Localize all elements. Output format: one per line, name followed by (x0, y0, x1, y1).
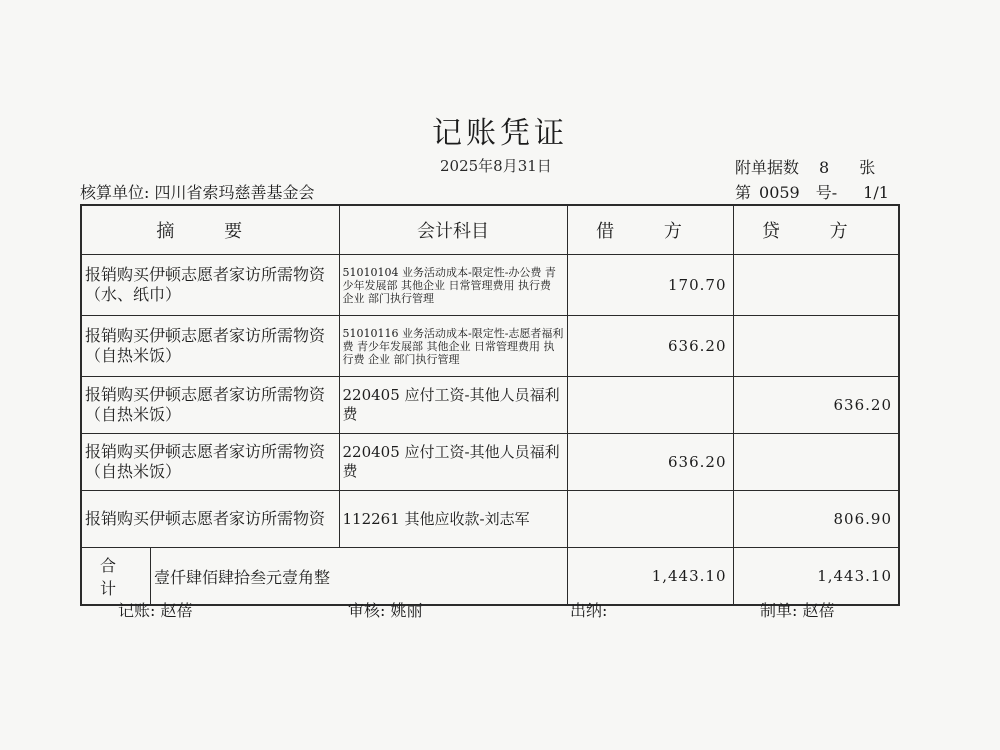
table-row (81, 491, 899, 548)
total-label: 合 计 (82, 548, 151, 604)
col-debit-header: 借 方 (567, 205, 733, 255)
table-row (81, 434, 899, 491)
total-cell (81, 548, 567, 606)
row-account: 112261 其他应收款-刘志军 (339, 491, 567, 548)
unit-label: 核算单位: (80, 183, 150, 202)
col-account-header: 会计科目 (339, 205, 567, 255)
total-amount-words: 壹仟肆佰肆拾叁元壹角整 (154, 567, 331, 587)
row-summary: 报销购买伊顿志愿者家访所需物资（自热米饭） (81, 434, 339, 491)
row-account: 220405 应付工资-其他人员福利费 (339, 434, 567, 491)
table-row (81, 316, 899, 377)
voucher-table (80, 204, 900, 606)
total-credit: 1,443.10 (733, 548, 899, 606)
row-summary: 报销购买伊顿志愿者家访所需物资（自热米饭） (81, 377, 339, 434)
reviewer-signature: 审核: 姚丽 (348, 601, 423, 620)
accounting-unit (80, 180, 315, 203)
table-row (81, 377, 899, 434)
voucher-title: 记账凭证 (432, 116, 568, 151)
voucher-prefix: 第 (735, 183, 752, 202)
voucher-number: 0059 (759, 183, 800, 202)
unit-name: 四川省索玛慈善基金会 (154, 183, 315, 202)
voucher-date: 2025年8月31日 (440, 157, 552, 175)
row-debit (567, 377, 733, 434)
row-credit: 806.90 (733, 491, 899, 548)
bookkeeper-signature: 记账: 赵蓓 (118, 601, 193, 620)
row-summary: 报销购买伊顿志愿者家访所需物资（自热米饭） (81, 316, 339, 377)
row-summary: 报销购买伊顿志愿者家访所需物资（水、纸巾） (81, 255, 339, 316)
row-summary: 报销购买伊顿志愿者家访所需物资 (81, 491, 339, 548)
col-summary-header: 摘 要 (81, 205, 339, 255)
row-debit: 170.70 (567, 255, 733, 316)
attachments-unit: 张 (859, 158, 876, 177)
total-row (81, 548, 899, 606)
voucher-number-info (735, 180, 889, 203)
preparer-signature: 制单: 赵蓓 (760, 601, 835, 620)
attachments-count: 8 (819, 158, 830, 177)
row-debit (567, 491, 733, 548)
row-credit (733, 434, 899, 491)
row-account: 51010104 业务活动成本-限定性-办公费 青少年发展部 其他企业 日常管理费用 执行费 企业 部门执行管理 (339, 255, 567, 316)
row-credit (733, 316, 899, 377)
attachments-info (735, 155, 875, 178)
row-account: 220405 应付工资-其他人员福利费 (339, 377, 567, 434)
row-credit (733, 255, 899, 316)
table-header-row (81, 205, 899, 255)
attachments-label: 附单据数 (735, 158, 800, 177)
voucher-page: 1/1 (863, 183, 889, 202)
row-debit: 636.20 (567, 434, 733, 491)
row-credit: 636.20 (733, 377, 899, 434)
total-debit: 1,443.10 (567, 548, 733, 606)
table-row (81, 255, 899, 316)
row-debit: 636.20 (567, 316, 733, 377)
cashier-signature: 出纳: (570, 601, 608, 620)
voucher-suffix: 号- (815, 183, 838, 202)
row-account: 51010116 业务活动成本-限定性-志愿者福利费 青少年发展部 其他企业 日常管理费用 执行费 企业 部门执行管理 (339, 316, 567, 377)
col-credit-header: 贷 方 (733, 205, 899, 255)
